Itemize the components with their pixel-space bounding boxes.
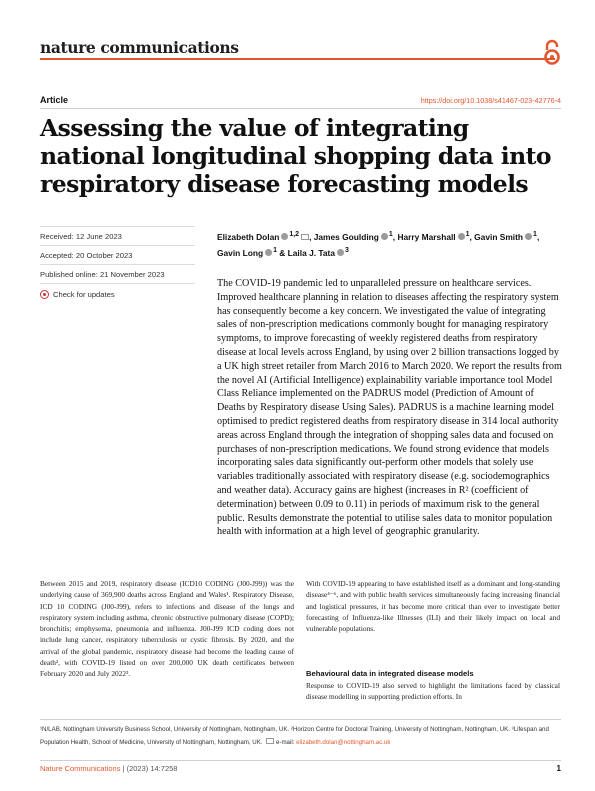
author-name: Harry Marshall [397, 231, 456, 242]
article-type: Article [40, 95, 69, 105]
doi-link[interactable]: https://doi.org/10.1038/s41467-023-42776-4 [420, 96, 561, 105]
author-affiliation: 1 [388, 231, 393, 238]
footer-rule [40, 760, 561, 761]
affiliations-rule [40, 719, 561, 720]
published-date: Published online: 21 November 2023 [40, 270, 165, 279]
page-number: 1 [556, 764, 561, 773]
email-icon [266, 738, 274, 744]
author-affiliation: 1 [533, 231, 537, 238]
check-updates-icon [40, 290, 49, 299]
author-affiliation: 1 [465, 231, 470, 238]
author-name: James Goulding [313, 231, 379, 242]
email-label: e-mail: [275, 738, 295, 746]
author-name: Laila J. Tata [287, 247, 335, 258]
footer-journal[interactable]: Nature Communications [40, 764, 121, 773]
body-paragraph: Response to COVID-19 also served to highlight the limitations faced by classical disease modelling in supporting prediction efforts. In [306, 681, 560, 702]
orcid-icon[interactable] [281, 233, 288, 240]
author-name: Gavin Long [217, 247, 264, 258]
dates-rule [40, 283, 195, 284]
title-rule [40, 108, 561, 109]
email-icon[interactable] [301, 234, 309, 240]
author-name: Gavin Smith [474, 231, 524, 242]
check-updates-label: Check for updates [53, 290, 115, 299]
footer-citation-text: | (2023) 14:7258 [122, 764, 178, 773]
author-affiliation: 1 [273, 246, 277, 254]
body-paragraph: Between 2015 and 2019, respiratory disease (ICD10 CODING (J00-J99)) was the underlying cause of 369,900 deaths across England and Wales¹. Respiratory Disease, ICD 10 CODING (J00-J99), refers to infections and disease of the lungs and respiratory system including asthma, chronic obstructive pulmonary disease (COPD); bronchitis; emphysema, pneumonia and influenza. J00-J99 ICD coding does not include lung cancer, respiratory tuberculosis or cystic fibrosis. By 2020, and the arrival of the global pandemic, respiratory disease had become the leading cause of death², with COVID-19 listed on over 200,000 UK death certificates between February 2020 and July 2022³. [40, 579, 294, 679]
orcid-icon[interactable] [525, 233, 532, 240]
author-list: Elizabeth Dolan $^{1,2}$ , James Goulding $^1$, Harry Marshall $^1$, Gavin Smith $^1$, Gavin Long $^1$ & Laila J. Tata $^3$ [217, 231, 540, 258]
orcid-icon[interactable] [265, 249, 272, 256]
abstract: The COVID-19 pandemic led to unparalleled pressure on healthcare services. Improved healthcare planning in relation to diseases affecting the respiratory system has consequently become a key concern. We investigated the value of integrating sales of non-prescription medications commonly bought for managing respiratory symptoms, to improve forecasting of weekly registered deaths from respiratory disease at local levels across England, by using over 2 billion transactions logged by a UK high street retailer from March 2016 to March 2020. We report the results from the novel AI (Artificial Intelligence) explainability variable importance tool Model Class Reliance implemented on the PADRUS model (Prediction of Amount of Deaths by Respiratory disease Using Sales). PADRUS is a machine learning model optimised to predict registered deaths from respiratory disease in 314 local authority areas across England through the integration of shopping sales data and focused on purchases of non-prescription medications. We found strong evidence that models incorporating sales data significantly out-perform other models that solely use variables traditionally associated with respiratory disease (e.g. sociodemographics and weather data). Accuracy gains are highest (increases in R² (coefficient of determination) between 0.09 to 0.11) in periods of maximum risk to the general public. Results demonstrate the potential to utilise sales data to monitor population health with information at a high level of geographic granularity. [217, 278, 562, 538]
received-date: Received: 12 June 2023 [40, 232, 122, 241]
author-name: Elizabeth Dolan [217, 231, 280, 242]
article-title: Assessing the value of integrating national longitudinal shopping data into respiratory disease forecasting models [40, 114, 551, 198]
orcid-icon[interactable] [381, 233, 388, 240]
open-access-icon [541, 38, 563, 66]
check-updates-button[interactable] [40, 290, 115, 299]
orcid-icon[interactable] [337, 249, 344, 256]
body-paragraph: With COVID-19 appearing to have established itself as a dominant and long-standing disease⁴⁻⁶, and with public health services simultaneously facing increasing financial and logistical pressures, it has become more critical than ever to investigate better forecasting of Influenza-like Illnesses (ILI) and their likely impact on local and vulnerable populations. [306, 579, 560, 634]
email-link[interactable]: elizabeth.dolan@nottingham.ac.uk [296, 738, 391, 746]
affiliations-text: ¹N/LAB, Nottingham University Business School, University of Nottingham, Nottingham, UK. ²Horizon Centre for Doctoral Training, University of Nottingham, Nottingham, UK. ³Lifespan and Population Health, School of Medicine, University of Nottingham, Nottingham, UK. [40, 726, 549, 746]
orcid-icon[interactable] [458, 233, 465, 240]
affiliations [40, 724, 562, 749]
journal-name: nature communications [40, 38, 239, 57]
dates-rule [40, 264, 195, 265]
author-affiliation: 3 [344, 246, 349, 254]
header-rule [40, 58, 555, 60]
footer-citation [40, 764, 177, 773]
accepted-date: Accepted: 20 October 2023 [40, 251, 133, 260]
dates-rule [40, 245, 195, 246]
dates-rule [40, 226, 195, 227]
section-heading: Behavioural data in integrated disease models [306, 669, 474, 678]
author-affiliation: 1,2 [289, 231, 300, 238]
